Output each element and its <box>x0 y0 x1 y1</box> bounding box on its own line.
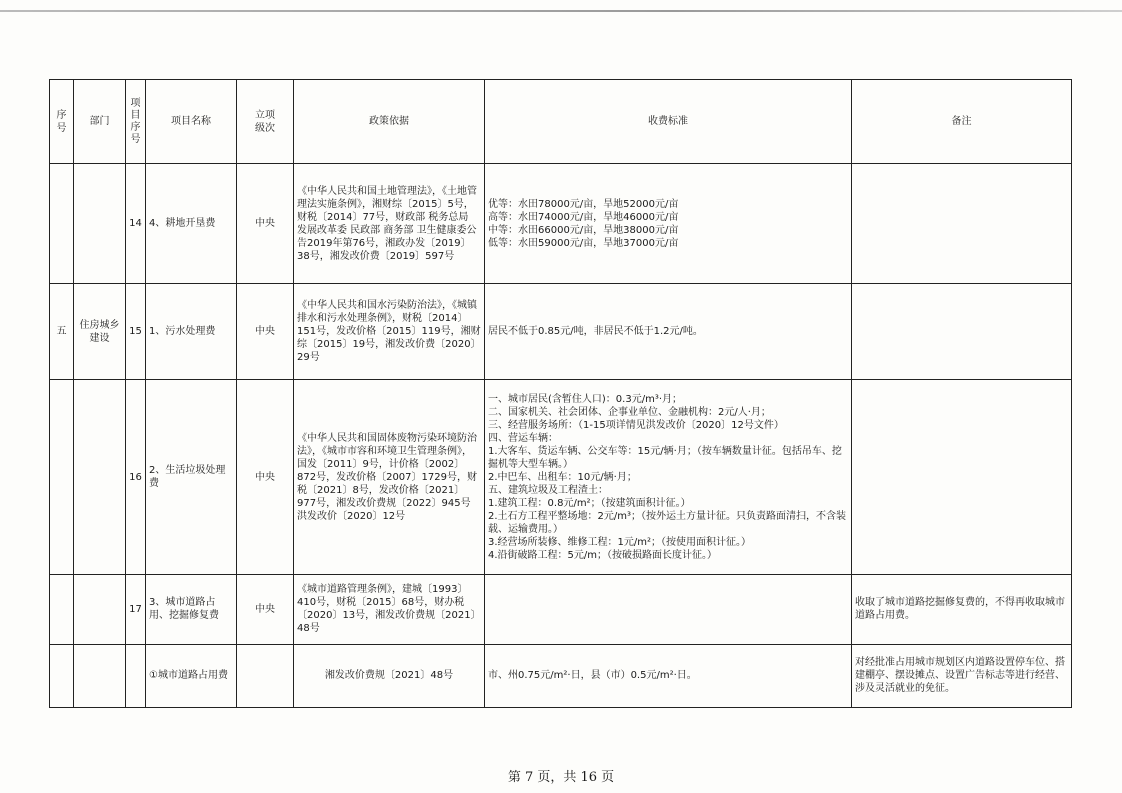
row-item-name: 2、生活垃圾处理费 <box>146 380 237 574</box>
table-row <box>50 574 1072 644</box>
row-seq: 五 <box>50 284 74 380</box>
row-seq <box>50 574 74 644</box>
row-item-name: ①城市道路占用费 <box>146 644 237 707</box>
row-level: 中央 <box>237 284 294 380</box>
page-footer: 第 7 页，共 16 页 <box>507 770 615 785</box>
row-level <box>237 644 294 707</box>
row-policy: 湘发改价费规〔2021〕48号 <box>294 644 485 707</box>
row-level: 中央 <box>237 380 294 574</box>
row-item-name: 4、耕地开垦费 <box>146 164 237 284</box>
header-dept: 部门 <box>74 80 126 164</box>
row-dept: 住房城乡建设 <box>74 284 126 380</box>
row-remark <box>852 380 1072 574</box>
row-dept <box>74 380 126 574</box>
scan-edge-line <box>0 10 1122 12</box>
header-standard: 收费标准 <box>485 80 852 164</box>
row-remark <box>852 164 1072 284</box>
row-seq <box>50 164 74 284</box>
header-seq: 序号 <box>50 80 74 164</box>
row-level: 中央 <box>237 574 294 644</box>
row-remark: 收取了城市道路挖掘修复费的，不得再收取城市道路占用费。 <box>852 574 1072 644</box>
row-standard <box>485 574 852 644</box>
row-seq <box>50 380 74 574</box>
row-level: 中央 <box>237 164 294 284</box>
row-remark: 对经批准占用城市规划区内道路设置停车位、搭建棚亭、摆设摊点、设置广告标志等进行经营、涉及灵活就业的免征。 <box>852 644 1072 707</box>
table-header-row <box>50 80 1072 164</box>
fee-table <box>49 79 1072 708</box>
row-standard: 优等：水田78000元/亩，旱地52000元/亩 高等：水田74000元/亩，旱地46000元/亩 中等：水田66000元/亩，旱地38000元/亩 低等：水田59000元/亩，旱地37000元/亩 <box>485 164 852 284</box>
header-item-name: 项目名称 <box>146 80 237 164</box>
row-item-seq <box>126 644 146 707</box>
row-standard: 市、州0.75元/m²·日，县（市）0.5元/m²·日。 <box>485 644 852 707</box>
header-remark: 备注 <box>852 80 1072 164</box>
row-policy: 《城市道路管理条例》，建城〔1993〕410号，财税〔2015〕68号，财办税〔2020〕13号，湘发改价费规〔2021〕48号 <box>294 574 485 644</box>
row-item-seq: 16 <box>126 380 146 574</box>
table-row <box>50 284 1072 380</box>
row-item-seq: 14 <box>126 164 146 284</box>
row-policy: 《中华人民共和国水污染防治法》，《城镇排水和污水处理条例》，财税〔2014〕151号，发改价格〔2015〕119号，湘财综〔2015〕19号，湘发改价费〔2020〕29号 <box>294 284 485 380</box>
header-item-seq: 项 目 序 号 <box>126 80 146 164</box>
row-standard: 居民不低于0.85元/吨，非居民不低于1.2元/吨。 <box>485 284 852 380</box>
row-item-name: 3、城市道路占用、挖掘修复费 <box>146 574 237 644</box>
row-item-seq: 15 <box>126 284 146 380</box>
table-row <box>50 164 1072 284</box>
row-item-name: 1、污水处理费 <box>146 284 237 380</box>
row-policy: 《中华人民共和国固体废物污染环境防治法》，《城市市容和环境卫生管理条例》，国发〔2011〕9号，计价格〔2002〕872号，发改价格〔2007〕1729号，财税〔2021〕8号，发改价格〔2021〕977号，湘发改价费规〔2022〕945号 洪发改价〔2020〕12号 <box>294 380 485 574</box>
header-policy: 政策依据 <box>294 80 485 164</box>
row-seq <box>50 644 74 707</box>
row-item-seq: 17 <box>126 574 146 644</box>
row-policy: 《中华人民共和国土地管理法》，《土地管理法实施条例》，湘财综〔2015〕5号，财税〔2014〕77号，财政部 税务总局 发展改革委 民政部 商务部 卫生健康委公告2019年第76号，湘政办发〔2019〕38号，湘发改价费〔2019〕597号 <box>294 164 485 284</box>
row-remark <box>852 284 1072 380</box>
row-standard: 一、城市居民(含暂住人口)：0.3元/m³·月； 二、国家机关、社会团体、企事业单位、金融机构：2元/人·月； 三、经营服务场所：（1-15项详情见洪发改价〔2020〕12号文件） 四、营运车辆： 1.大客车、货运车辆、公交车等：15元/辆·月；（按车辆数量计征。包括吊车、挖掘机等大型车辆。） 2.中巴车、出租车：10元/辆·月； 五、建筑垃圾及工程渣土： 1.建筑工程：0.8元/m²；（按建筑面积计征。） 2.土石方工程平整场地：2元/m³；（按外运土方量计征。只负责路面清扫，不含装载、运输费用。） 3.经营场所装修、维修工程：1元/m²；（按使用面积计征。） 4.沿街破路工程：5元/m；（按破损路面长度计征。） <box>485 380 852 574</box>
row-dept <box>74 574 126 644</box>
table-row <box>50 644 1072 707</box>
table-row <box>50 380 1072 574</box>
row-dept <box>74 164 126 284</box>
header-level: 立项 级次 <box>237 80 294 164</box>
row-dept <box>74 644 126 707</box>
